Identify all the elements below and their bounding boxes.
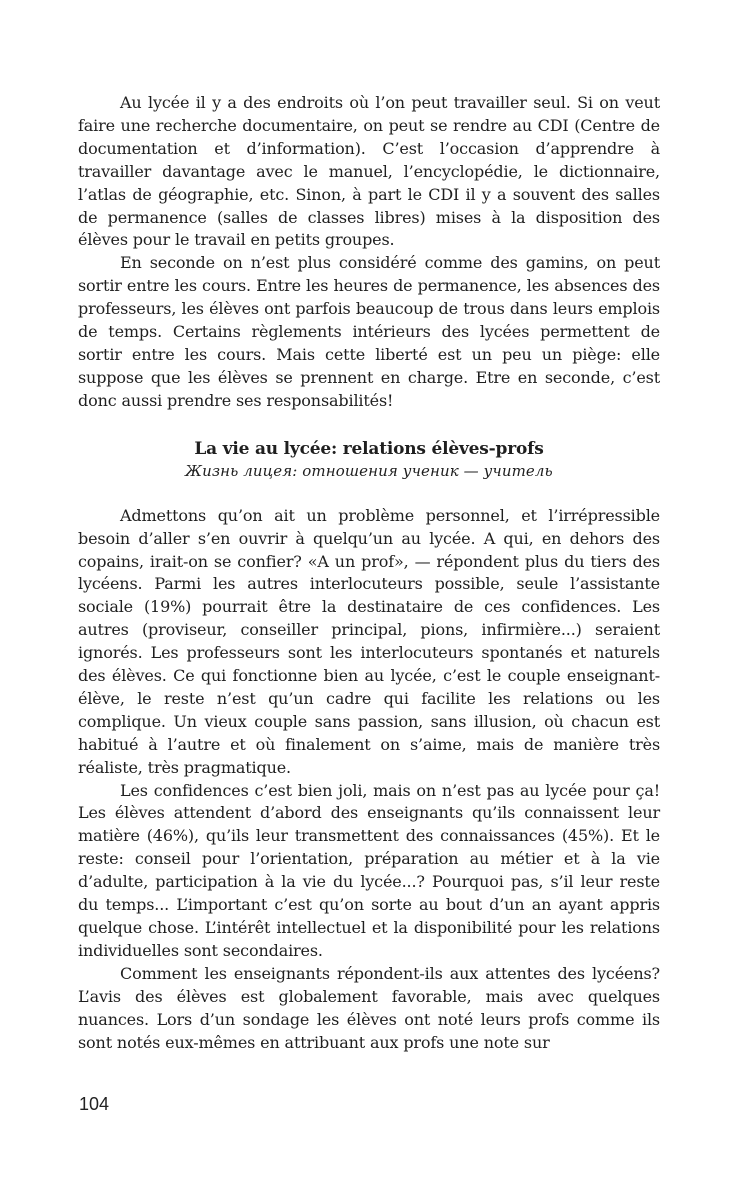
page-number: 104 (79, 1094, 110, 1114)
paragraph-sondage: Comment les enseignants répondent-ils aux attentes des lycéens? L’avis des élèves est globalement favorable, mais avec quelques nuances. Lors d’un sondage les élèves ont noté leurs profs comme ils sont notés eux-mêmes en attribuant aux profs une note sur (78, 963, 660, 1052)
section-heading (78, 437, 660, 481)
paragraph-attentes: Les confidences c’est bien joli, mais on n’est pas au lycée pour ça! Les élèves attendent d’abord des enseignants qu’ils connaissent leur matière (46%), qu’ils leur transmettent des connaissances (45%). Et le reste: conseil pour l’orientation, préparation au métier et à la vie d’adulte, participation à la vie du lycée...? Pourquoi pas, s’il leur reste du temps... L’important c’est qu’on sorte au bout d’un an ayant appris quelque chose. L’intérêt intellectuel et la disponibilité pour les relations individuelles sont secondaires. (78, 780, 660, 960)
paragraph-confidences: Admettons qu’on ait un problème personnel, et l’irrépressible besoin d’aller s’en ouvrir à quelqu’un au lycée. A qui, en dehors des copains, irait-on se confier? «A un prof», — répondent plus du tiers des lycéens. Parmi les autres interlocuteurs possible, seule l’assistante sociale (19%) pourrait être la destinataire de ces confidences. Les autres (proviseur, conseiller principal, pions, infirmière...) seraient ignorés. Les professeurs sont les interlocuteurs spontanés et naturels des élèves. Ce qui fonctionne bien au lycée, c’est le couple enseignant-élève, le reste n’est qu’un cadre qui facilite les relations ou les complique. Un vieux couple sans passion, sans illusion, où chacun est habitué à l’autre et où finalement on s’aime, mais de manière très réaliste, très pragmatique. (78, 505, 660, 777)
section-subtitle: Жизнь лицея: отношения ученик — учитель (185, 461, 553, 480)
section-title: La vie au lycée: relations élèves-profs (194, 438, 544, 459)
page-body (78, 92, 660, 1054)
paragraph-cdi: Au lycée il y a des endroits où l’on peut travailler seul. Si on veut faire une recherche documentaire, on peut se rendre au CDI (Centre de documentation et d’information). C’est l’occasion d’apprendre à travailler davantage avec le manuel, l’encyclopédie, le dictionnaire, l’atlas de géographie, etc. Sinon, à part le CDI il y a souvent des salles de permanence (salles de classes libres) mises à la disposition des élèves pour le travail en petits groupes. (78, 93, 660, 250)
paragraph-seconde: En seconde on n’est plus considéré comme des gamins, on peut sortir entre les cours. Entre les heures de permanence, les absences des professeurs, les élèves ont parfois beaucoup de trous dans leurs emplois de temps. Certains règlements intérieurs des lycées permettent de sortir entre les cours. Mais cette liberté est un peu un piège: elle suppose que les élèves se prennent en charge. Etre en seconde, c’est donc aussi prendre ses responsabilités! (78, 253, 660, 410)
